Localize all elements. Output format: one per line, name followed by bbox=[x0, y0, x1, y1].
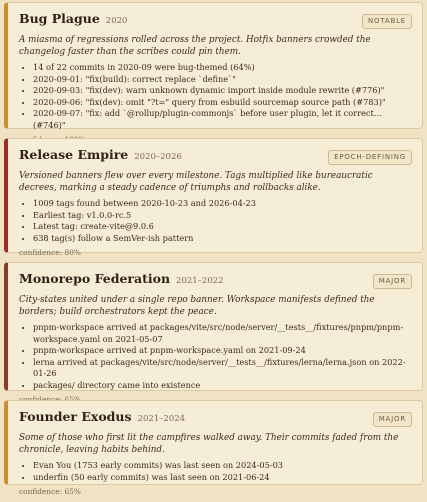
confidence-label: confidence: 80% bbox=[19, 248, 81, 258]
card-years: 2021–2024 bbox=[137, 414, 186, 424]
evidence-item: • Earliest tag: v1.0.0-rc.5 bbox=[33, 210, 412, 222]
card-years: 2020–2026 bbox=[134, 152, 182, 162]
epoch-card-monorepo-federation bbox=[4, 262, 423, 391]
title-group bbox=[19, 271, 224, 286]
card-title: Founder Exodus bbox=[19, 409, 132, 424]
evidence-list bbox=[19, 322, 412, 391]
epoch-card-founder-exodus bbox=[4, 400, 423, 497]
card-header bbox=[19, 409, 412, 427]
evidence-list bbox=[19, 460, 412, 483]
card-description: A miasma of regressions rolled across the project. Hotfix banners crowded the changelog faster than the scribes could pin them. bbox=[19, 35, 371, 58]
evidence-item: • underfin (50 early commits) was last seen on 2021-06-24 bbox=[33, 472, 412, 484]
evidence-item: • Evan You (1753 early commits) was last seen on 2024-05-03 bbox=[33, 460, 412, 472]
title-group bbox=[19, 147, 182, 162]
evidence-item: • pnpm-workspace arrived at packages/vite/src/node/server/__tests__/fixtures/pnpm/pnpm-workspace.yaml on 2021-05-07 bbox=[33, 322, 412, 345]
epoch-card-bug-plague bbox=[4, 2, 423, 129]
evidence-item: • packages/ directory came into existence bbox=[33, 380, 412, 392]
evidence-item: • 14 of 22 commits in 2020-09 were bug-themed (64%) bbox=[33, 62, 412, 74]
epoch-list bbox=[0, 2, 427, 497]
card-header bbox=[19, 11, 412, 29]
evidence-item: • 2020-09-03: "fix(dev): warn unknown dynamic import inside module rewrite (#776)" bbox=[33, 85, 412, 97]
evidence-item: • lerna arrived at packages/vite/src/node/server/__tests__/fixtures/lerna/lerna.json on 2022-01-26 bbox=[33, 357, 412, 380]
significance-badge: MAJOR bbox=[373, 274, 412, 289]
card-years: 2021–2022 bbox=[176, 276, 224, 286]
evidence-list bbox=[19, 62, 412, 131]
evidence-item: • 2020-09-01: "fix(build): correct replace `define`" bbox=[33, 74, 412, 86]
card-header bbox=[19, 147, 412, 165]
title-group bbox=[19, 409, 185, 424]
evidence-item: • 1009 tags found between 2020-10-23 and 2026-04-23 bbox=[33, 198, 412, 210]
card-header bbox=[19, 271, 412, 289]
evidence-item: • pnpm-workspace arrived at pnpm-workspace.yaml on 2021-09-24 bbox=[33, 345, 412, 357]
significance-badge: NOTABLE bbox=[362, 14, 412, 29]
evidence-item: • Latest tag: create-vite@9.0.6 bbox=[33, 221, 412, 233]
evidence-item: • 2020-09-06: "fix(dev): omit "?t=" query from esbuild sourcemap source path (#783)" bbox=[33, 97, 412, 109]
significance-badge: MAJOR bbox=[373, 412, 412, 427]
card-description: City-states united under a single repo banner. Workspace manifests defined the borders; build orchestrators kept the peace. bbox=[19, 295, 375, 318]
card-title: Release Empire bbox=[19, 147, 129, 162]
evidence-item: • 638 tag(s) follow a SemVer-ish pattern bbox=[33, 233, 412, 245]
card-description: Versioned banners flew over every milestone. Tags multiplied like bureaucratic decrees, marking a steady cadence of triumphs and rollbacks alike. bbox=[19, 171, 373, 194]
title-group bbox=[19, 11, 127, 26]
significance-badge: EPOCH-DEFINING bbox=[328, 150, 412, 165]
epoch-card-release-empire bbox=[4, 138, 423, 258]
confidence-label: confidence: 65% bbox=[19, 487, 81, 497]
card-years: 2020 bbox=[105, 16, 128, 26]
card-title: Bug Plague bbox=[19, 11, 100, 26]
evidence-item: • 2020-09-07: "fix: add `@rollup/plugin-commonjs` before user plugin, let it correct… (#746)" bbox=[33, 108, 412, 131]
card-description: Some of those who first lit the campfires walked away. Their commits faded from the chronicle, leaving habits behind. bbox=[19, 433, 399, 456]
card-title: Monorepo Federation bbox=[19, 271, 171, 286]
evidence-list bbox=[19, 198, 412, 244]
